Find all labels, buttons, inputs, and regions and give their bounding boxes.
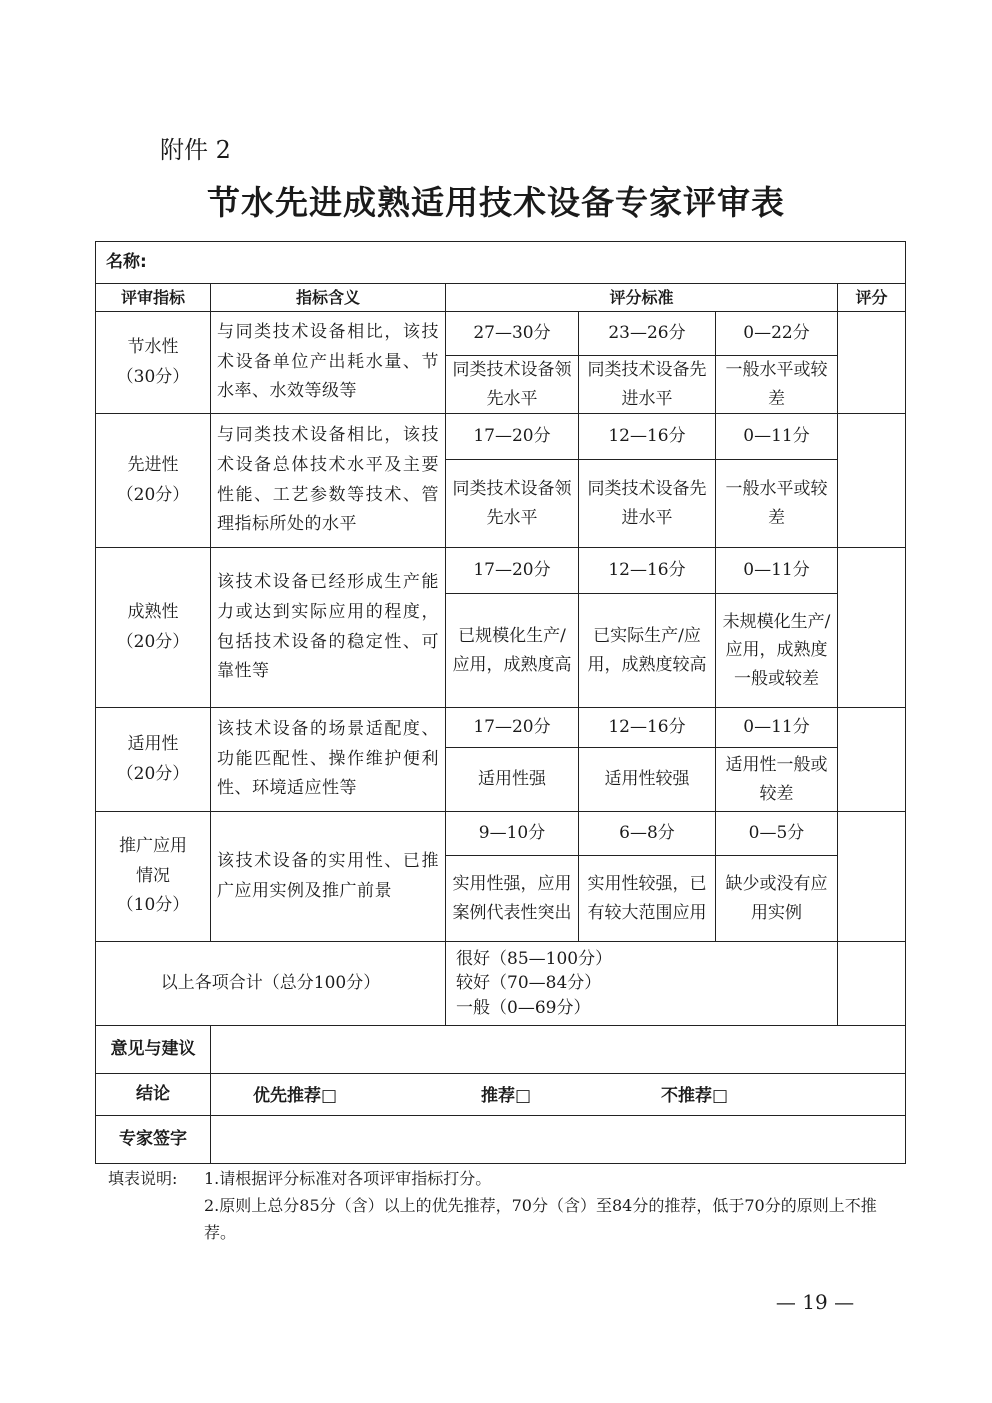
header-indicator: 评审指标 [96,284,211,312]
meaning-cell: 该技术设备的实用性、已推广应用实例及推广前景 [211,812,446,942]
level-low: 一般水平或较差 [716,356,838,414]
range-low: 0—11分 [716,414,838,460]
level-mid: 同类技术设备先进水平 [579,460,716,548]
level-mid: 同类技术设备先进水平 [579,356,716,414]
level-mid: 已实际生产/应用，成熟度较高 [579,594,716,708]
header-meaning: 指标含义 [211,284,446,312]
meaning-cell: 与同类技术设备相比，该技术设备单位产出耗水量、节水率、水效等级等 [211,312,446,414]
level-top: 适用性强 [446,748,579,812]
name-cell[interactable] [96,242,906,284]
range-top: 9—10分 [446,812,579,856]
grade-average: 一般（0—69分） [456,997,591,1018]
level-top: 同类技术设备领先水平 [446,460,579,548]
table-row [96,548,906,594]
option-priority-recommend[interactable]: 优先推荐□ [253,1086,338,1106]
meaning-cell: 该技术设备已经形成生产能力或达到实际应用的程度，包括技术设备的稳定性、可靠性等 [211,548,446,708]
table-row [96,708,906,748]
conclusion-options [211,1074,906,1116]
range-mid: 12—16分 [579,548,716,594]
range-mid: 23—26分 [579,312,716,356]
form-title: 节水先进成熟适用技术设备专家评审表 [207,183,785,222]
level-low: 未规模化生产/应用，成熟度一般或较差 [716,594,838,708]
header-criteria: 评分标准 [446,284,838,312]
indicator-cell: 适用性 （20分） [96,708,211,812]
attachment-label: 附件 2 [160,136,231,164]
option-not-recommend[interactable]: 不推荐□ [661,1086,729,1106]
signature-label: 专家签字 [96,1116,211,1164]
level-top: 已规模化生产/应用，成熟度高 [446,594,579,708]
conclusion-label: 结论 [96,1074,211,1116]
review-table [95,241,906,1164]
opinion-field[interactable] [211,1026,906,1074]
indicator-cell: 推广应用 情况 （10分） [96,812,211,942]
range-mid: 6—8分 [579,812,716,856]
level-low: 缺少或没有应用实例 [716,856,838,942]
grade-scale [446,942,838,1026]
score-input-cell[interactable] [838,414,906,548]
total-label: 以上各项合计（总分100分） [96,942,446,1026]
level-low: 适用性一般或较差 [716,748,838,812]
opinion-label: 意见与建议 [96,1026,211,1074]
range-mid: 12—16分 [579,708,716,748]
signature-field[interactable] [211,1116,906,1164]
page-number: — 19 — [775,1290,855,1314]
range-low: 0—5分 [716,812,838,856]
note-item: 1.请根据评分标准对各项评审指标打分。 [204,1169,492,1188]
range-low: 0—11分 [716,708,838,748]
table-row [96,414,906,460]
table-row [96,812,906,856]
meaning-cell: 该技术设备的场景适配度、功能匹配性、操作维护便利性、环境适应性等 [211,708,446,812]
table-row [96,312,906,356]
score-input-cell[interactable] [838,708,906,812]
grade-excellent: 很好（85—100分） [456,948,613,969]
score-input-cell[interactable] [838,548,906,708]
indicator-cell: 成熟性 （20分） [96,548,211,708]
range-top: 17—20分 [446,548,579,594]
range-top: 17—20分 [446,414,579,460]
range-low: 0—22分 [716,312,838,356]
level-low: 一般水平或较差 [716,460,838,548]
score-input-cell[interactable] [838,312,906,414]
notes-label: 填表说明: [108,1169,178,1188]
level-mid: 适用性较强 [579,748,716,812]
header-score: 评分 [838,284,906,312]
range-top: 17—20分 [446,708,579,748]
level-top: 实用性强，应用案例代表性突出 [446,856,579,942]
total-row [96,942,906,1026]
range-mid: 12—16分 [579,414,716,460]
name-label: 名称: [106,251,147,272]
range-low: 0—11分 [716,548,838,594]
indicator-cell: 先进性 （20分） [96,414,211,548]
option-recommend[interactable]: 推荐□ [481,1086,532,1106]
meaning-cell: 与同类技术设备相比，该技术设备总体技术水平及主要性能、工艺参数等技术、管理指标所处的水平 [211,414,446,548]
score-input-cell[interactable] [838,812,906,942]
range-top: 27—30分 [446,312,579,356]
filling-instructions [108,1165,908,1247]
level-mid: 实用性较强，已有较大范围应用 [579,856,716,942]
note-item: 2.原则上总分85分（含）以上的优先推荐，70分（含）至84分的推荐，低于70分的原则上不推荐。 [204,1196,877,1243]
grade-good: 较好（70—84分） [456,973,602,994]
indicator-cell: 节水性 （30分） [96,312,211,414]
total-score-cell[interactable] [838,942,906,1026]
level-top: 同类技术设备领先水平 [446,356,579,414]
